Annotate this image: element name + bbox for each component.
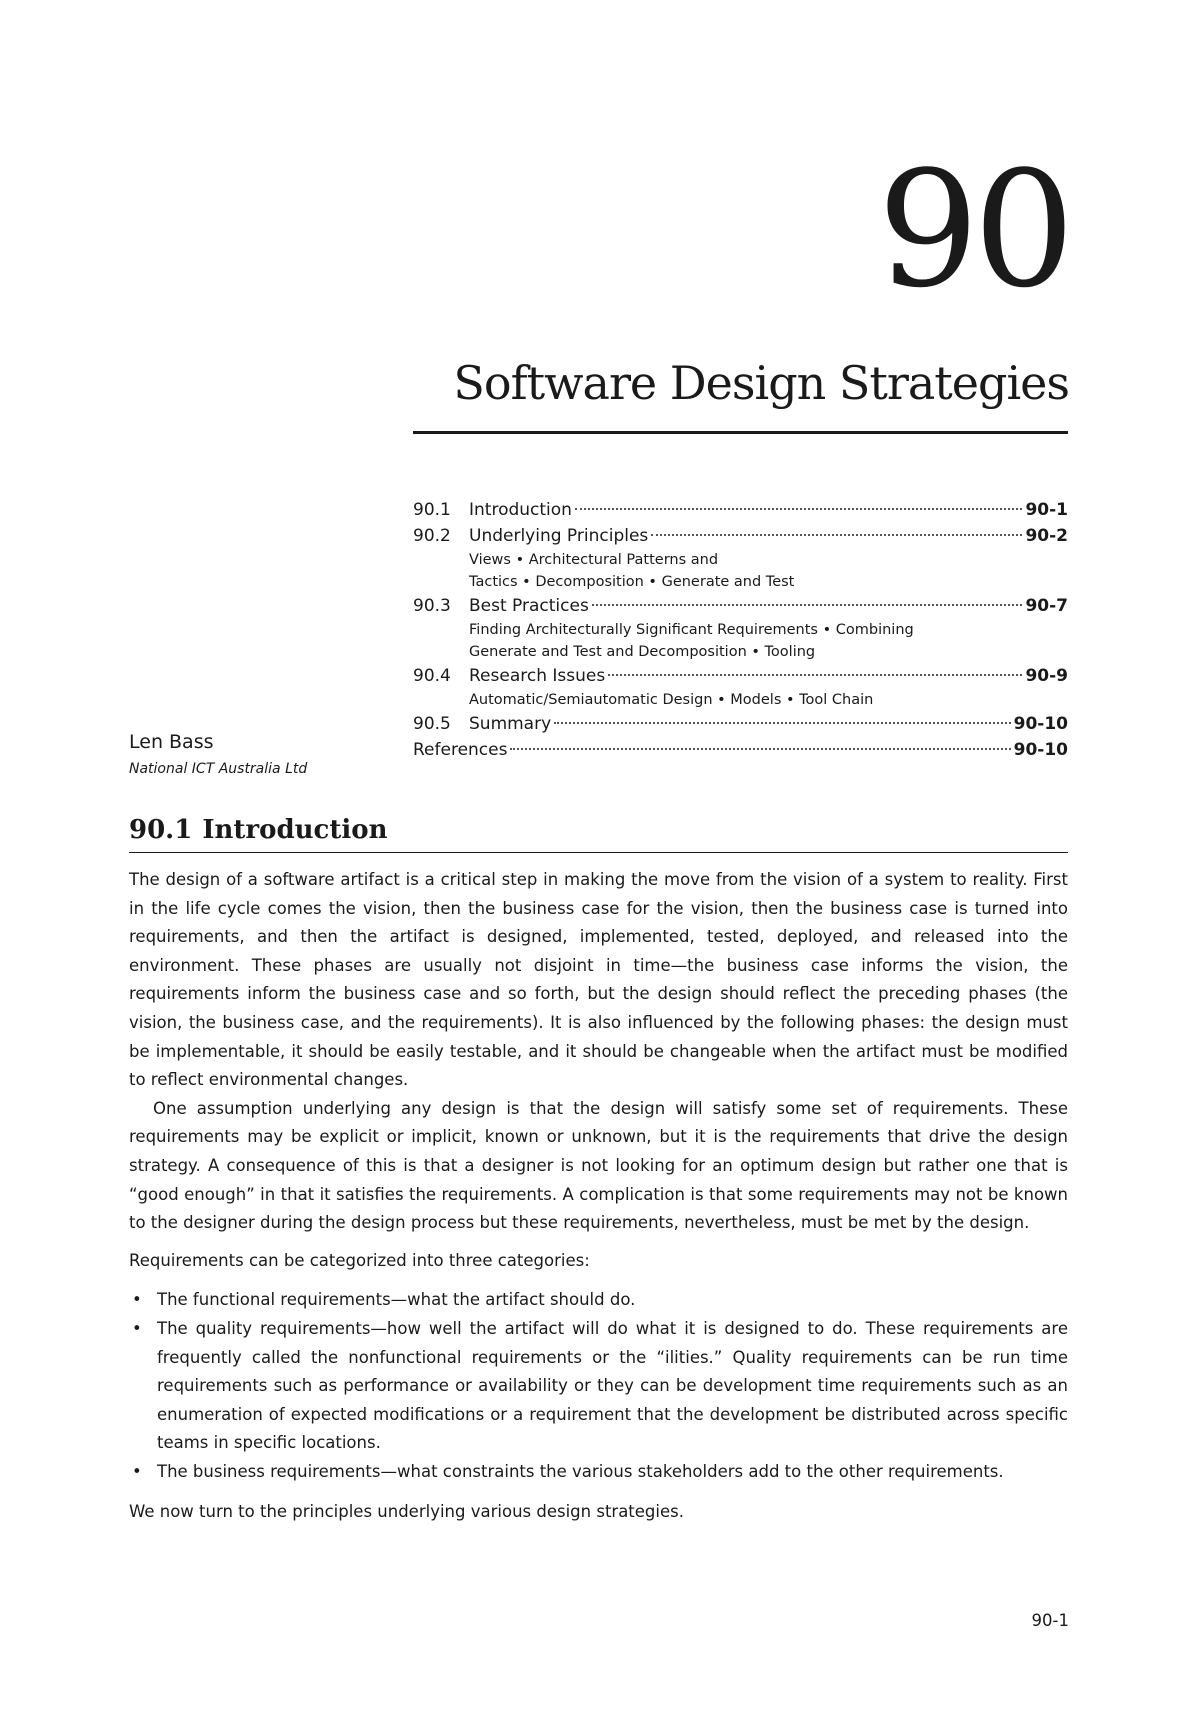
toc-subtopics: Tactics • Decomposition • Generate and Test (469, 574, 795, 590)
toc-entry[interactable] (413, 663, 1068, 689)
toc-subtopics: Finding Architecturally Significant Requirements • Combining (469, 622, 914, 638)
toc-entry[interactable] (413, 523, 1068, 549)
toc-entry-page: 90-9 (1025, 666, 1068, 686)
toc-entry-title: Underlying Principles (469, 526, 649, 546)
toc-entry-page: 90-7 (1025, 596, 1068, 616)
toc-dot-leader (592, 604, 1023, 606)
toc-entry-number: 90.3 (413, 596, 451, 616)
section-body (129, 866, 1068, 1527)
toc-entry-page: 90-10 (1013, 714, 1068, 734)
body-paragraph: We now turn to the principles underlying various design strategies. (129, 1502, 684, 1522)
author-block (129, 729, 399, 780)
toc-entry-number: 90.1 (413, 500, 451, 520)
section-number: 90.1 (129, 815, 193, 845)
list-item: • The quality requirements—how well the artifact will do what it is designed to do. These requirements are frequently called the nonfunctional requirements or the “ilities.” Quality requirements can be run time requirements such as performance or availability or they can be development time requirements such as an enumeration of expected modifications or a requirement that the development be distributed across specific teams in specific locations. (129, 1315, 1068, 1458)
toc-entry-number: 90.5 (413, 714, 451, 734)
toc-subtopics: Generate and Test and Decomposition • Tooling (469, 644, 816, 660)
toc-entry[interactable] (413, 711, 1068, 737)
section-title: Introduction (202, 815, 388, 845)
toc-subtopics: Automatic/Semiautomatic Design • Models • Tool Chain (469, 692, 874, 708)
page-number: 90-1 (1031, 1611, 1069, 1630)
toc-dot-leader (554, 722, 1010, 724)
list-item: • The business requirements—what constraints the various stakeholders add to the other requirements. (129, 1458, 1068, 1487)
toc-entry[interactable] (413, 593, 1068, 619)
toc-entry-number: 90.4 (413, 666, 451, 686)
toc-dot-leader (608, 674, 1022, 676)
toc-entry[interactable] (413, 497, 1068, 523)
toc-subtopics: Views • Architectural Patterns and (469, 552, 719, 568)
author-name: Len Bass (129, 731, 214, 753)
toc-entry-page: 90-1 (1025, 500, 1068, 520)
toc-dot-leader (651, 534, 1022, 536)
toc-entry-title: References (413, 740, 508, 760)
toc-entry-title: Research Issues (469, 666, 606, 686)
list-item: • The functional requirements—what the artifact should do. (129, 1286, 1068, 1315)
toc-entry-title: Introduction (469, 500, 572, 520)
toc-entry[interactable] (413, 737, 1068, 763)
body-paragraph: Requirements can be categorized into three categories: (129, 1250, 590, 1270)
requirements-list (129, 1286, 1068, 1486)
body-paragraph: The design of a software artifact is a critical step in making the move from the vision of a system to reality. First in the life cycle comes the vision, then the business case for the vision, then the business case is turned into requirements, and then the artifact is designed, implemented, tested, deployed, and released into the environment. These phases are usually not disjoint in time—the business case informs the vision, the requirements inform the business case and so forth, but the design should reflect the preceding phases (the vision, the business case, and the requirements). It is also influenced by the following phases: the design must be implementable, it should be easily testable, and it should be changeable when the artifact must be modified to reflect environmental changes. (129, 870, 1068, 1090)
chapter-number: 90 (877, 136, 1069, 323)
body-paragraph: One assumption underlying any design is that the design will satisfy some set of requirements. These requirements may be explicit or implicit, known or unknown, but it is the requirements that drive the design strategy. A consequence of this is that a designer is not looking for an optimum design but rather one that is “good enough” in that it satisfies the requirements. A complication is that some requirements may not be known to the designer during the design process but these requirements, nevertheless, must be met by the design. (129, 1098, 1068, 1233)
toc-entry-title: Summary (469, 714, 552, 734)
author-affiliation: National ICT Australia Ltd (129, 761, 308, 777)
toc-entry-page: 90-2 (1025, 526, 1068, 546)
toc-dot-leader (510, 748, 1010, 750)
toc-entry-page: 90-10 (1013, 740, 1068, 760)
chapter-title: Software Design Strategies (453, 356, 1069, 410)
title-rule (413, 431, 1068, 434)
section-heading (129, 808, 1068, 853)
toc-entry-number: 90.2 (413, 526, 451, 546)
toc-dot-leader (575, 508, 1023, 510)
toc-entry-title: Best Practices (469, 596, 589, 616)
table-of-contents (413, 497, 1068, 763)
